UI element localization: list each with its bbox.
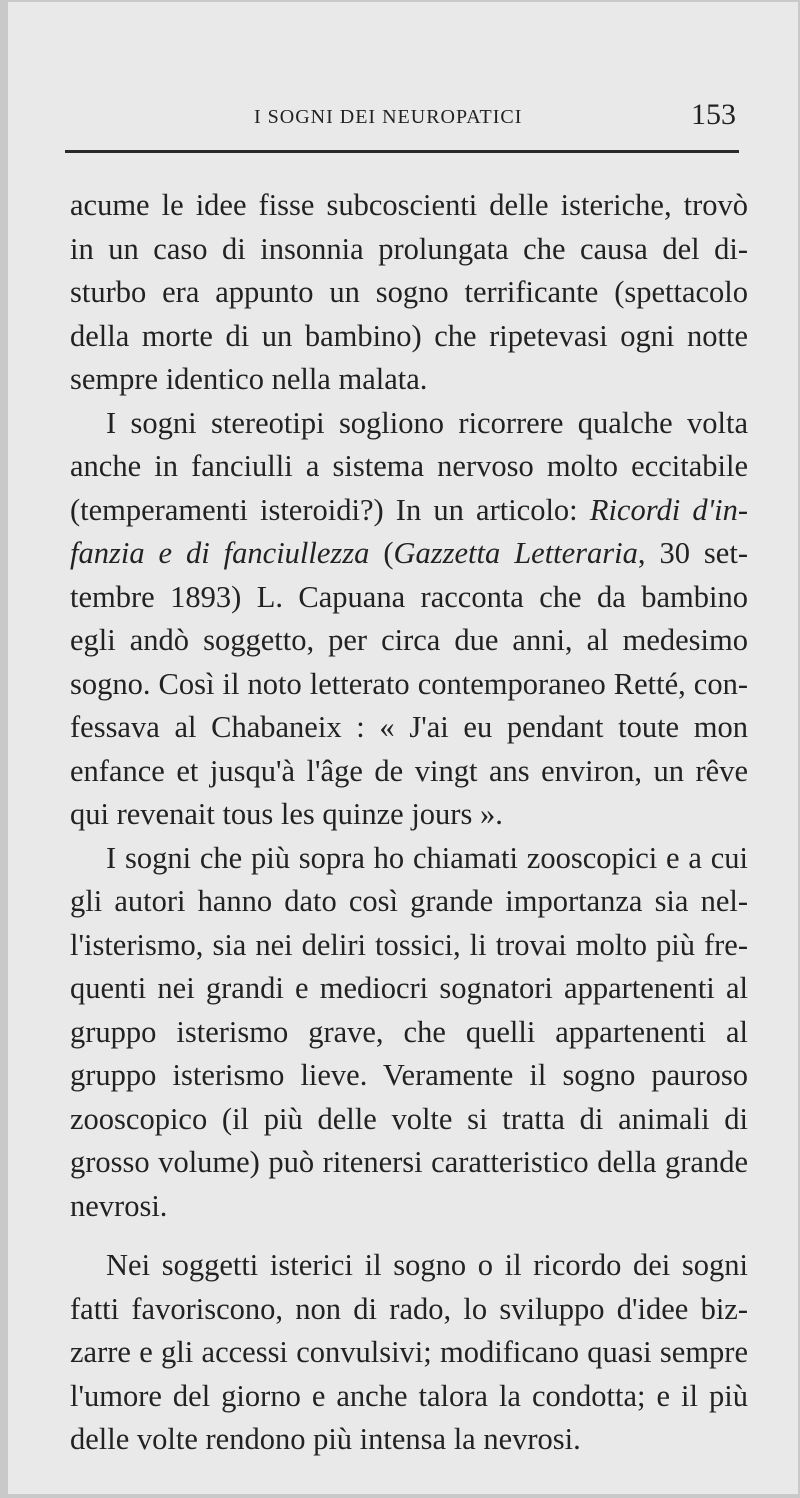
paragraph-1 (70, 184, 748, 402)
text-line: sempre identico nella malata. (70, 362, 428, 396)
text-line: l'isterismo, sia nei deliri tossici, li trovai molto più fre- (70, 927, 748, 962)
body-text (70, 184, 748, 1462)
italic-title: Ricordi d'in- (589, 492, 748, 527)
text-segment: , 30 set- (637, 536, 748, 570)
text-line: gli autori hanno dato così grande importanza sia nel- (70, 884, 748, 918)
text-line: tembre 1893) L. Capuana racconta che da bambino (70, 579, 748, 614)
text-line: sogno. Così il noto letterato contemporaneo Retté, con- (70, 666, 748, 701)
text-line (70, 489, 748, 533)
text-line: quenti nei grandi e mediocri sognatori appartenenti al (70, 971, 748, 1005)
text-line: in un caso di insonnia prolungata che causa del di- (70, 231, 748, 266)
text-line: acume le idee fisse subcoscienti delle isteriche, trovò (70, 188, 748, 222)
text-line: delle volte rendono più intensa la nevrosi. (70, 1422, 581, 1456)
text-line: egli andò soggetto, per circa due anni, al medesimo (70, 623, 748, 657)
paragraph-4 (70, 1244, 748, 1462)
text-line: nevrosi. (70, 1188, 168, 1223)
text-line: zarre e gli accessi convulsivi; modificano quasi sempre (70, 1335, 748, 1369)
paragraph-2 (70, 402, 748, 837)
text-line: fessava al Chabaneix : « J'ai eu pendant toute mon (70, 710, 748, 744)
text-line: zooscopico (il più delle volte si tratta di animali di (70, 1101, 748, 1136)
text-line: Nei soggetti isterici il sogno o il ricordo dei sogni (106, 1248, 748, 1282)
text-line: sturbo era appunto un sogno terrificante (spettacolo (70, 275, 748, 309)
italic-title: fanzia e di fanciullezza (70, 536, 370, 570)
text-line (70, 532, 748, 576)
text-line: l'umore del giorno e anche talora la condotta; e il più (70, 1378, 748, 1413)
text-line: anche in fanciulli a sistema nervoso molto eccitabile (70, 449, 748, 483)
text-line: fatti favoriscono, non di rado, lo sviluppo d'idee biz- (70, 1291, 748, 1326)
text-line: I sogni stereotipi sogliono ricorrere qualche volta (106, 405, 748, 440)
page-number: 153 (691, 98, 736, 131)
running-head: I SOGNI DEI NEUROPATICI (254, 106, 523, 128)
text-line: gruppo isterismo lieve. Veramente il sogno pauroso (70, 1058, 748, 1092)
text-line: grosso volume) può ritenersi caratteristico della grande (70, 1145, 748, 1179)
header-rule (65, 150, 739, 153)
text-line: enfance et jusqu'à l'âge de vingt ans environ, un rêve (70, 753, 748, 788)
text-line: gruppo isterismo grave, che quelli appartenenti al (70, 1014, 748, 1049)
text-line: I sogni che più sopra ho chiamati zooscopici e a cui (106, 840, 748, 875)
text-line: qui revenait tous les quinze jours ». (70, 797, 503, 831)
text-segment: ( (369, 536, 394, 570)
paragraph-3 (70, 837, 748, 1229)
book-page (8, 2, 798, 1494)
text-line: della morte di un bambino) che ripetevasi ogni notte (70, 318, 748, 353)
paragraph-gap (70, 1228, 748, 1244)
italic-title: Gazzetta Letteraria (393, 536, 638, 570)
text-segment: (temperamenti isteroidi?) In un articolo: (70, 492, 590, 527)
